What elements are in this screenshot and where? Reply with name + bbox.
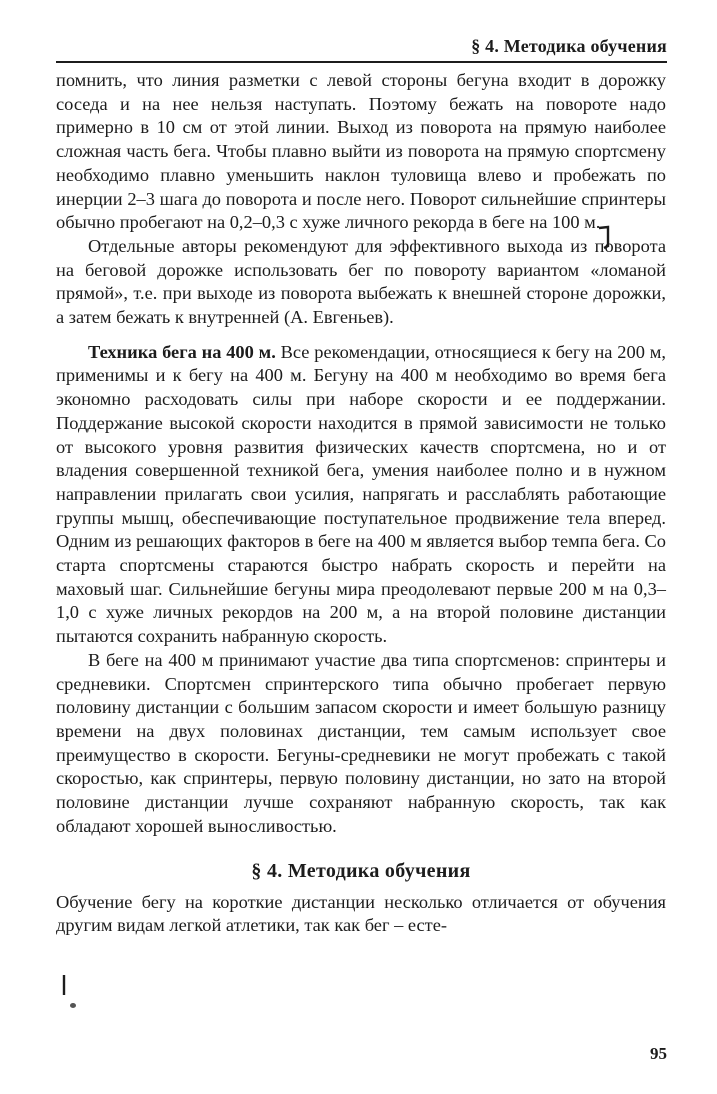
paragraph-training-intro: Обучение бегу на короткие дистанции несколько отличается от обучения другим видам легкой атлетики, так как бег – есте- xyxy=(56,891,666,936)
ink-speck xyxy=(70,1003,76,1008)
run-in-heading: Техника бега на 400 м. xyxy=(88,341,276,362)
paragraph-400m-technique xyxy=(56,341,666,649)
paragraph-400m-text: Все рекомендации, относящиеся к бегу на 200 м, применимы и к бегу на 400 м. Бегуну на 400 м необходимо во время бега экономно расходовать силы при наборе скорости и ее поддержании. Поддержание высокой скорости находится в прямой зависимости не только от высокого уровня развития физических качеств спортсмена, но и от владения совершенной техникой бега, умения наиболее полно и в нужном направлении прилагать свои усилия, напрягать и расслаблять работающие группы мышц, обеспечивающие поступательное продвижение тела вперед. Одним из решающих факторов в беге на 400 м является выбор темпа бега. Со старта спортсмены стараются быстро набрать скорость и перейти на маховый шаг. Сильнейшие бегуны мира преодолевают первые 200 м на 0,3–1,0 с хуже личных рекордов на 200 м, а на второй половине дистанции пытаются сохранить набранную скорость. xyxy=(56,341,666,647)
running-header: § 4. Методика обучения xyxy=(471,36,667,56)
paragraph-continued: помнить, что линия разметки с левой стороны бегуна входит в дорожку соседа и на нее нельзя наступать. Поэтому бежать на повороте надо примерно в 10 см от этой линии. Выход из поворота на прямую наиболее сложная часть бега. Чтобы плавно выйти из поворота на прямую спортсмену необходимо плавно уменьшить наклон туловища влево и пробежать по инерции 2–3 шага до поворота и после него. Поворот сильнейшие спринтеры обычно пробегают на 0,2–0,3 с хуже личного рекорда в беге на 100 м. xyxy=(56,70,666,233)
paragraph-broken-line: Отдельные авторы рекомендуют для эффективного выхода из поворота на беговой дорожке использовать бег по повороту вариантом «ломаной прямой», т.е. при выходе из поворота выбежать к внешней стороне дорожки, а затем бежать к внутренней (А. Евгеньев). xyxy=(56,235,666,328)
handwritten-bracket-mark xyxy=(597,224,611,250)
header-rule xyxy=(56,61,667,63)
page-number: 95 xyxy=(650,1044,667,1063)
paragraph-runner-types: В беге на 400 м принимают участие два типа спортсменов: спринтеры и средневики. Спортсмен спринтерского типа обычно пробегает первую половину дистанции с большим запасом скорости и имеет большую разницу времени на двух половинах дистанции, тем самым использует свое преимущество в скорости. Бегуны-средневики не могут пробежать с такой скоростью, как спринтеры, первую половину дистанции, но зато на второй половине дистанции лучше сохраняют набранную скорость, так как обладают хорошей выносливостью. xyxy=(56,649,666,836)
handwritten-margin-mark xyxy=(60,973,68,997)
body-text xyxy=(56,69,666,938)
section-heading: § 4. Методика обучения xyxy=(251,859,471,882)
